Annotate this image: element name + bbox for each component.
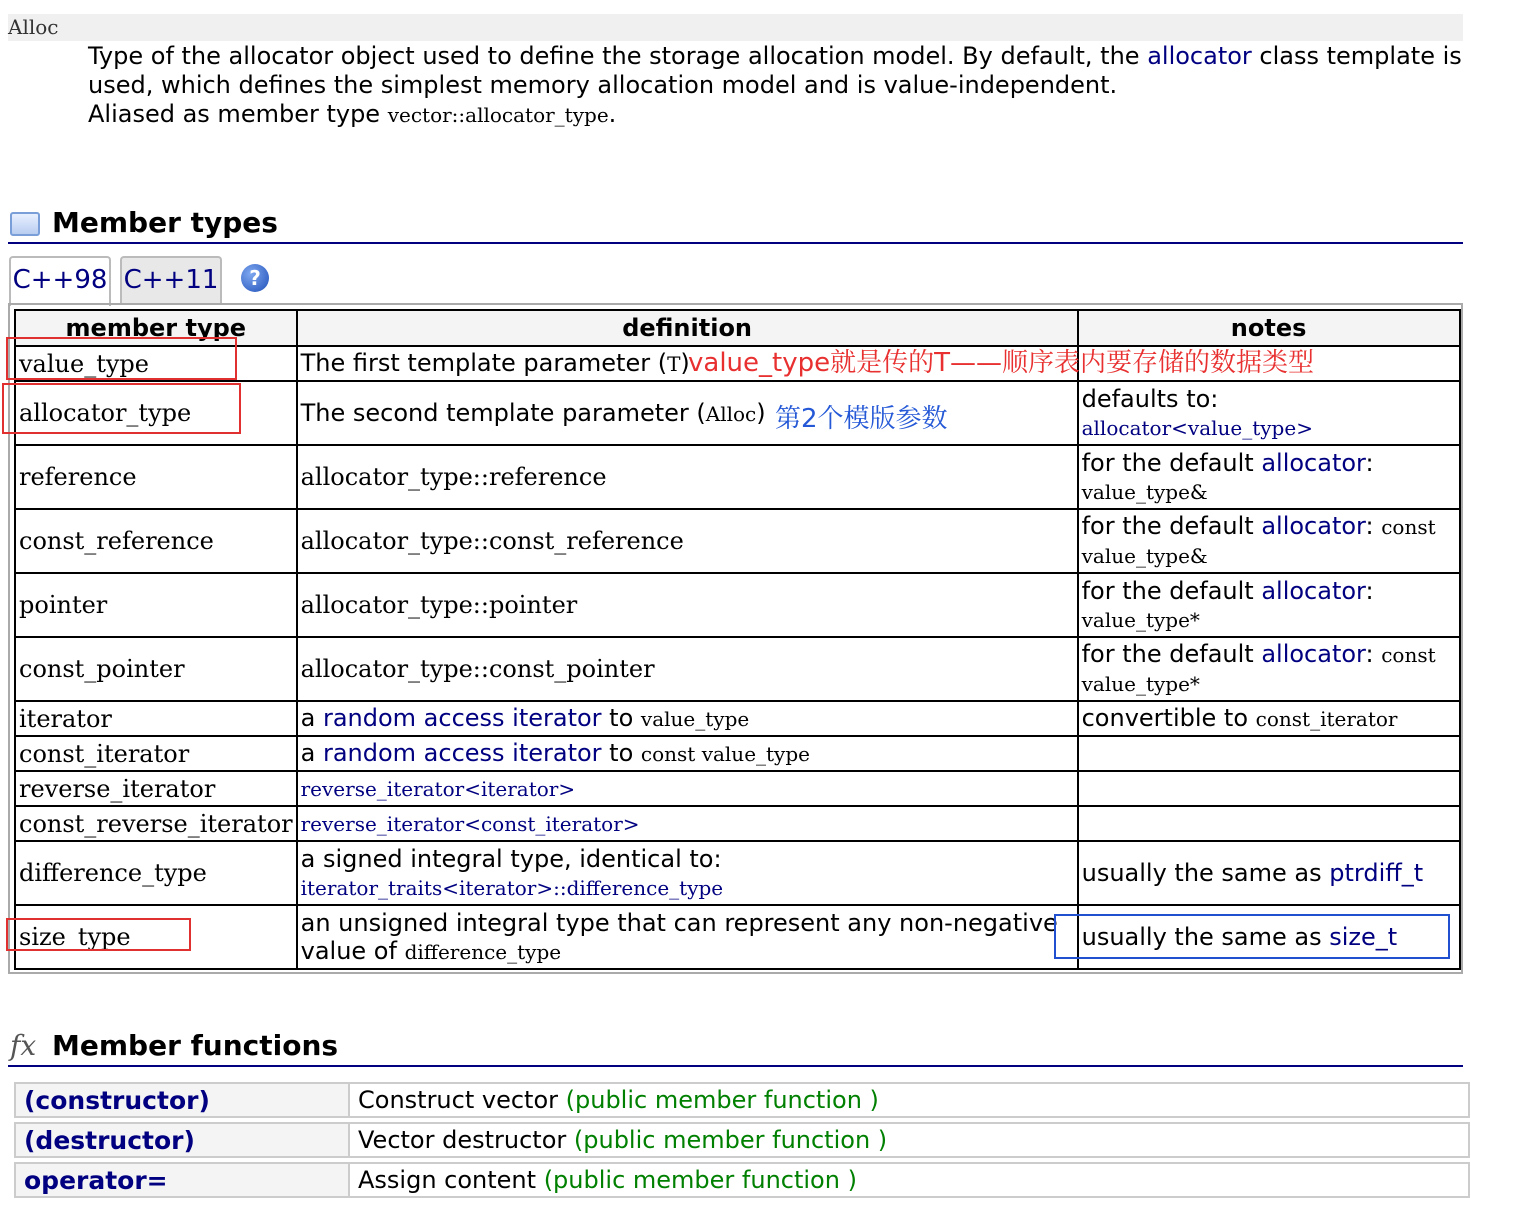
notes-inline-code: const — [1381, 515, 1436, 539]
table-row — [15, 736, 1460, 771]
def-text: a signed integral type, identical to: — [300, 844, 722, 873]
alias-suffix: . — [608, 100, 617, 128]
definition-cell — [297, 771, 1078, 806]
table-row — [15, 771, 1460, 806]
notes-text: for the default — [1081, 448, 1262, 477]
notes-tail: : — [1365, 512, 1382, 540]
random-access-iterator-link[interactable]: random access iterator — [322, 739, 602, 767]
notes-cell — [1078, 509, 1460, 573]
member-functions-table — [14, 1078, 1470, 1202]
notes-text: usually the same as — [1081, 859, 1330, 887]
notes-tail: : — [1365, 448, 1374, 477]
function-kind: (public member function ) — [565, 1086, 879, 1114]
allocator-link[interactable]: allocator — [1261, 512, 1366, 540]
function-kind: (public member function ) — [543, 1166, 857, 1194]
def-tail: ) — [680, 349, 690, 377]
tab-cpp11[interactable]: C++11 — [120, 256, 222, 304]
notes-text: convertible to — [1081, 704, 1256, 732]
member-types-title: Member types — [52, 206, 278, 239]
definition-cell — [297, 905, 1078, 969]
param-description — [88, 42, 1468, 130]
table-row — [15, 573, 1460, 637]
notes-code: value_type& — [1081, 479, 1208, 504]
annotation-box-size-type — [6, 918, 191, 951]
tab-cpp98[interactable]: C++98 — [9, 256, 111, 306]
reverse-iterator-link[interactable]: reverse_iterator<const_iterator> — [300, 812, 640, 836]
definition-cell — [297, 701, 1078, 736]
member-types-header — [8, 206, 1463, 244]
function-desc-text: Construct vector — [358, 1086, 566, 1114]
header-member-type: member type — [15, 310, 297, 346]
section-box-icon — [10, 212, 40, 236]
annotation-box-allocator-type — [2, 383, 241, 434]
member-functions-title: Member functions — [52, 1029, 339, 1062]
def-code: T — [667, 352, 681, 376]
definition-cell — [297, 736, 1078, 771]
header-definition: definition — [297, 310, 1078, 346]
size-t-link[interactable]: size_t — [1329, 923, 1398, 951]
function-description — [348, 1122, 1470, 1158]
param-desc-text-2: class template is used, which defines the simplest memory allocation model and is value-independent. — [88, 42, 1462, 99]
def-text: The second template parameter ( — [300, 398, 706, 427]
type-cell: value_type — [15, 346, 297, 381]
type-cell: difference_type — [15, 841, 297, 905]
notes-tail: : — [1365, 640, 1382, 668]
header-notes: notes — [1078, 310, 1460, 346]
type-cell: const_pointer — [15, 637, 297, 701]
allocator-link[interactable]: allocator — [1261, 640, 1366, 668]
definition-cell: allocator_type::pointer — [297, 573, 1078, 637]
type-cell: reverse_iterator — [15, 771, 297, 806]
allocator-link[interactable]: allocator — [1261, 576, 1366, 605]
notes-cell — [1078, 445, 1460, 509]
notes-inline-code: const — [1381, 643, 1436, 667]
definition-cell: allocator_type::reference — [297, 445, 1078, 509]
notes-code: value_type* — [1081, 607, 1200, 632]
table-row — [14, 1122, 1470, 1158]
allocator-link[interactable]: allocator — [1147, 42, 1252, 70]
param-term: Alloc — [8, 14, 1463, 41]
type-cell: pointer — [15, 573, 297, 637]
table-row — [15, 841, 1460, 905]
notes-cell — [1078, 637, 1460, 701]
notes-code: value_type* — [1081, 672, 1200, 696]
def-text: The first template parameter ( — [300, 349, 668, 377]
member-functions-header — [8, 1029, 1463, 1067]
notes-cell — [1078, 806, 1460, 841]
alias-code: vector::allocator_type — [387, 103, 609, 127]
table-row — [15, 445, 1460, 509]
def-code: const value_type — [640, 742, 810, 766]
def-text: a — [300, 704, 323, 732]
type-cell: const_reverse_iterator — [15, 806, 297, 841]
param-desc-text: Type of the allocator object used to define the storage allocation model. By default, the — [88, 42, 1148, 70]
help-icon[interactable]: ? — [241, 264, 269, 292]
def-code: value_type — [640, 707, 750, 731]
notes-code: value_type& — [1081, 544, 1208, 568]
function-name-link[interactable]: operator= — [14, 1162, 348, 1198]
annotation-box-value-type — [6, 337, 237, 380]
definition-cell: allocator_type::const_reference — [297, 509, 1078, 573]
type-cell: size_type — [15, 905, 297, 969]
iterator-traits-link[interactable]: iterator_traits<iterator>::difference_type — [300, 875, 724, 900]
notes-cell — [1078, 573, 1460, 637]
definition-cell: allocator_type::const_pointer — [297, 637, 1078, 701]
alias-prefix: Aliased as member type — [88, 100, 388, 128]
table-row — [15, 509, 1460, 573]
notes-text: for the default — [1081, 576, 1262, 605]
notes-code-link[interactable]: allocator<value_type> — [1081, 415, 1313, 440]
table-row — [15, 806, 1460, 841]
def-tail: ) — [756, 398, 766, 427]
function-desc-text: Assign content — [358, 1166, 544, 1194]
notes-cell — [1078, 736, 1460, 771]
type-cell: const_iterator — [15, 736, 297, 771]
def-code: difference_type — [404, 939, 562, 964]
allocator-link[interactable]: allocator — [1261, 448, 1366, 477]
ptrdiff-t-link[interactable]: ptrdiff_t — [1329, 859, 1424, 887]
function-desc-text: Vector destructor — [358, 1126, 574, 1154]
function-name-link[interactable]: (constructor) — [14, 1082, 348, 1118]
def-text: a — [300, 739, 323, 767]
function-kind: (public member function ) — [573, 1126, 888, 1154]
notes-cell — [1078, 771, 1460, 806]
annotation-box-size-t — [1054, 914, 1450, 959]
type-cell: iterator — [15, 701, 297, 736]
function-description — [348, 1082, 1470, 1118]
def-text: an unsigned integral type that can represent any non-negative value of — [300, 908, 1058, 965]
table-row — [15, 637, 1460, 701]
random-access-iterator-link[interactable]: random access iterator — [322, 704, 602, 732]
notes-text: for the default — [1081, 640, 1262, 668]
function-description — [348, 1162, 1470, 1198]
notes-text: for the default — [1081, 512, 1262, 540]
fx-icon: fx — [10, 1029, 37, 1062]
def-tail: to — [601, 739, 641, 767]
def-code: Alloc — [705, 401, 757, 426]
allocator-annotation: 第2个模版参数 — [775, 404, 948, 434]
type-cell: allocator_type — [15, 381, 297, 445]
value-type-annotation: value_type就是传的T——顺序表内要存储的数据类型 — [688, 348, 1314, 378]
notes-text: usually the same as — [1081, 923, 1330, 951]
notes-text: defaults to: — [1081, 384, 1219, 413]
table-row — [14, 1162, 1470, 1198]
notes-cell — [1078, 841, 1460, 905]
notes-code: const_iterator — [1255, 707, 1398, 731]
notes-cell — [1078, 381, 1460, 445]
table-row — [14, 1082, 1470, 1118]
reverse-iterator-link[interactable]: reverse_iterator<iterator> — [300, 777, 576, 801]
table-row — [15, 701, 1460, 736]
function-name-link[interactable]: (destructor) — [14, 1122, 348, 1158]
definition-cell — [297, 806, 1078, 841]
notes-tail: : — [1365, 576, 1374, 605]
type-cell: const_reference — [15, 509, 297, 573]
def-tail: to — [601, 704, 641, 732]
type-cell: reference — [15, 445, 297, 509]
notes-cell — [1078, 701, 1460, 736]
definition-cell — [297, 381, 1078, 445]
definition-cell — [297, 841, 1078, 905]
